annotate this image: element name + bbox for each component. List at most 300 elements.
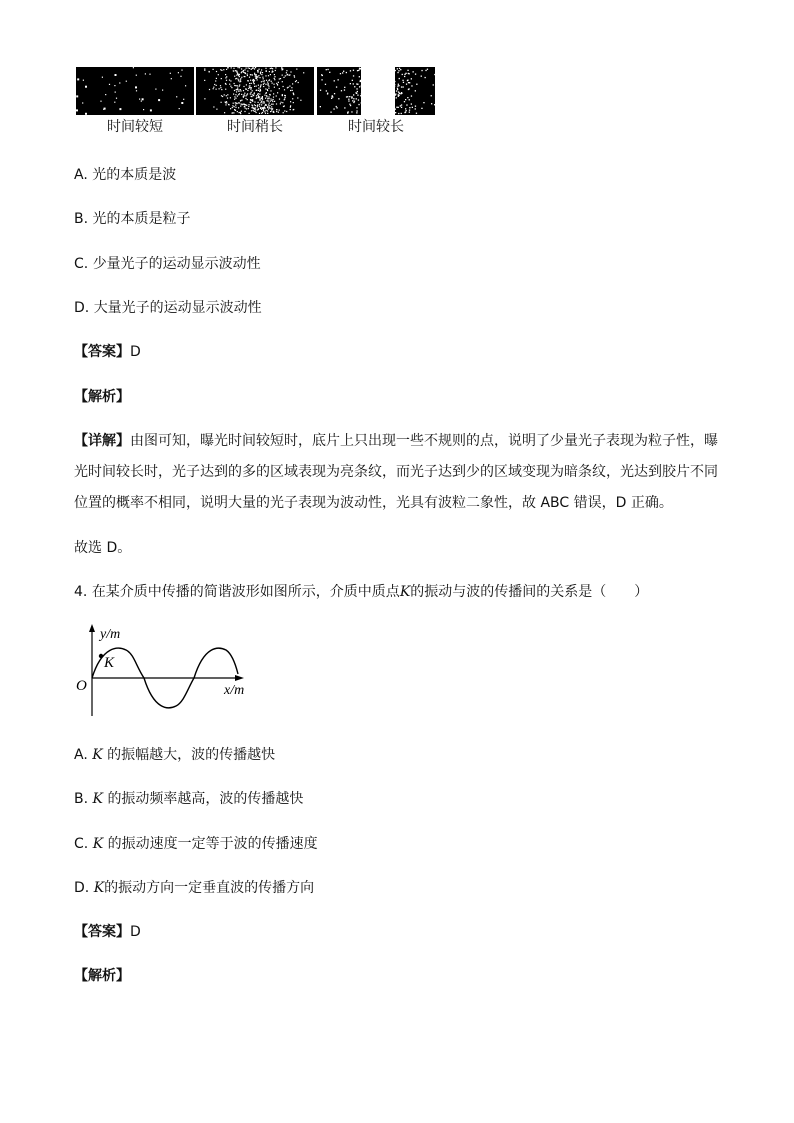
- film-grain-dot: [361, 86, 362, 87]
- film-grain-dot: [288, 87, 289, 88]
- film-grain-dot: [269, 103, 270, 104]
- film-grain-dot: [370, 75, 371, 76]
- film-grain-dot: [373, 68, 374, 69]
- film-grain-dot: [373, 109, 374, 110]
- film-grain-dot: [379, 83, 380, 84]
- film-grain-dot: [243, 96, 244, 97]
- film-grain-dot: [243, 90, 244, 91]
- film-grain-dot: [261, 84, 262, 85]
- film-grain-dot: [409, 112, 410, 113]
- film-grain-dot: [395, 109, 396, 110]
- film-grain-dot: [245, 98, 246, 99]
- film-grain-dot: [252, 68, 253, 69]
- film-grain-dot: [254, 83, 255, 84]
- film-grain-dot: [235, 110, 236, 111]
- film-grain-dot: [378, 87, 379, 88]
- film-grain-dot: [270, 111, 271, 112]
- film-grain-dot: [262, 96, 263, 97]
- film-grain-dot: [266, 80, 267, 81]
- option-letter: C.: [74, 256, 89, 272]
- film-grain-dot: [259, 113, 260, 114]
- film-grain-dot: [389, 98, 390, 99]
- film-grain-dot: [246, 89, 247, 90]
- film-grain-dot: [390, 108, 391, 109]
- q4-option-b: [74, 789, 303, 809]
- film-grain-dot: [407, 80, 408, 81]
- film-grain-dot: [266, 110, 267, 111]
- film-grain-dot: [376, 88, 377, 89]
- film-grain-dot: [382, 111, 383, 112]
- film-grain-dot: [269, 108, 270, 109]
- film-grain-dot: [431, 103, 432, 104]
- q4-stem-part-a: 在某介质中传播的简谐波形如图所示，介质中质点: [91, 584, 400, 600]
- film-grain-dot: [265, 105, 266, 106]
- film-grain-dot: [363, 106, 364, 107]
- film-grain-dot: [367, 108, 368, 109]
- film-grain-dot: [294, 75, 295, 76]
- film-grain-dot: [289, 86, 290, 87]
- film-grain-dot: [278, 112, 279, 113]
- film-grain-dot: [292, 98, 293, 99]
- film-grain-dot: [383, 108, 384, 109]
- film-grain-dot: [119, 82, 120, 83]
- film-grain-dot: [240, 113, 241, 114]
- film-grain-dot: [143, 109, 144, 110]
- film-grain-dot: [397, 72, 398, 73]
- film-grain-dot: [387, 70, 388, 71]
- film-grain-dot: [366, 79, 367, 80]
- film-grain-dot: [344, 89, 345, 90]
- film-grain-dot: [365, 109, 366, 110]
- film-grain-dot: [229, 80, 230, 81]
- film-grain-dot: [370, 83, 371, 84]
- film-grain-dot: [240, 112, 241, 113]
- film-grain-dot: [297, 97, 298, 98]
- film-grain-dot: [366, 84, 367, 85]
- film-grain-dot: [226, 102, 227, 103]
- film-grain-dot: [374, 83, 375, 84]
- option-k: K: [93, 880, 105, 896]
- film-grain-dot: [241, 77, 242, 78]
- film-grain-dot: [281, 102, 282, 103]
- film-grain-dot: [423, 102, 424, 103]
- film-grain-dot: [260, 89, 261, 90]
- film-grain-dot: [183, 99, 184, 100]
- film-grain-dot: [216, 78, 217, 79]
- film-grain-dot: [398, 107, 399, 108]
- film-grain-dot: [365, 111, 366, 112]
- film-grain-dot: [390, 95, 391, 96]
- film-grain-dot: [135, 86, 137, 88]
- film-grain-dot: [216, 85, 217, 86]
- film-grain-dot: [221, 70, 222, 71]
- film-grain-dot: [391, 74, 392, 75]
- film-grain-dot: [397, 68, 398, 69]
- film-grain-dot: [268, 98, 269, 99]
- film-grain-dot: [236, 78, 237, 79]
- film-grain-dot: [115, 74, 117, 76]
- film-grain-dot: [386, 81, 387, 82]
- film-grain-dot: [282, 102, 283, 103]
- film-grain-dot: [406, 110, 407, 111]
- film-grain-dot: [372, 96, 373, 97]
- q3-analysis-heading: [74, 387, 130, 407]
- film-grain-dot: [351, 97, 352, 98]
- film-grain-dot: [294, 77, 295, 78]
- film-grain-dot: [371, 98, 372, 99]
- film-grain-dot: [141, 101, 142, 102]
- film-grain-dot: [229, 104, 230, 105]
- film-grain-dot: [238, 91, 239, 92]
- film-grain-dot: [105, 94, 106, 95]
- film-grain-dot: [368, 94, 369, 95]
- film-grain-dot: [358, 104, 359, 105]
- film-grain-dot: [284, 105, 285, 106]
- q4-answer: [74, 922, 141, 942]
- film-grain-dot: [267, 83, 268, 84]
- film-grain-dot: [344, 87, 345, 88]
- film-grain-dot: [252, 80, 253, 81]
- film-grain-dot: [235, 94, 236, 95]
- film-grain-dot: [263, 101, 264, 102]
- film-grain-dot: [380, 72, 381, 73]
- film-grain-dot: [244, 94, 245, 95]
- film-grain-dot: [346, 72, 347, 73]
- film-grain-dot: [357, 91, 358, 92]
- film-grain-dot: [226, 80, 227, 81]
- film-grain-dot: [336, 106, 337, 107]
- film-grain-dot: [267, 107, 268, 108]
- film-grain-dot: [384, 74, 385, 75]
- film-grain-dot: [260, 85, 261, 86]
- film-grain-dot: [254, 102, 255, 103]
- q3-answer: [74, 342, 141, 362]
- film-grain-dot: [261, 81, 262, 82]
- film-grain-dot: [271, 68, 272, 69]
- film-grain-dot: [401, 107, 402, 108]
- q4-analysis-heading: [74, 966, 130, 986]
- film-grain-dot: [270, 74, 271, 75]
- film-grain-dot: [251, 92, 252, 93]
- film-grain-dot: [232, 113, 233, 114]
- film-grain-dot: [225, 77, 226, 78]
- film-grain-dot: [383, 78, 384, 79]
- film-grain-dot: [268, 109, 269, 110]
- film-grain-dot: [155, 89, 156, 90]
- option-text: 少量光子的运动显示波动性: [92, 256, 261, 272]
- film-grain-dot: [398, 96, 399, 97]
- film-grain-dot: [400, 69, 401, 70]
- film-grain-dot: [395, 94, 396, 95]
- film-grain-dot: [250, 80, 251, 81]
- film-grain-dot: [264, 83, 265, 84]
- film-grain-dot: [256, 112, 257, 113]
- film-grain-dot: [293, 94, 294, 95]
- film-grain-dot: [411, 95, 412, 96]
- film-grain-dot: [104, 108, 106, 110]
- film-grain-dot: [398, 91, 399, 92]
- film-grain-dot: [271, 104, 272, 105]
- film-grain-dot: [371, 85, 372, 86]
- q4-stem: [74, 582, 648, 602]
- film-grain-dot: [334, 80, 335, 81]
- film-grain-dot: [377, 88, 378, 89]
- film-grain-dot: [239, 112, 240, 113]
- option-letter: D.: [74, 880, 90, 896]
- film-caption-medium: 时间稍长: [227, 119, 283, 135]
- film-grain-dot: [405, 108, 406, 109]
- film-grain-dot: [259, 69, 260, 70]
- film-grain-dot: [236, 91, 237, 92]
- film-grain-dot: [274, 101, 275, 102]
- film-grain-dot: [243, 72, 244, 73]
- film-grain-dot: [361, 108, 362, 109]
- film-grain-dot: [271, 100, 272, 101]
- film-grain-dot: [255, 111, 256, 112]
- film-grain-dot: [351, 111, 352, 112]
- film-grain-dot: [271, 106, 272, 107]
- film-grain-dot: [284, 110, 285, 111]
- film-grain-dot: [230, 97, 231, 98]
- film-grain-dot: [401, 113, 402, 114]
- film-grain-dot: [433, 84, 434, 85]
- q3-detail-line2: 光时间较长时，光子达到的多的区域表现为亮条纹，而光子达到少的区域变现为暗条纹，光达到胶片不同: [74, 464, 718, 480]
- film-grain-dot: [283, 86, 284, 87]
- option-letter: B.: [74, 791, 89, 807]
- film-grain-dot: [282, 69, 283, 70]
- film-grain-dot: [386, 100, 387, 101]
- film-grain-dot: [353, 98, 354, 99]
- film-grain-dot: [289, 75, 290, 76]
- film-grain-dot: [240, 106, 241, 107]
- film-grain-dot: [394, 86, 395, 87]
- film-grain-dot: [238, 80, 239, 81]
- film-grain-dot: [116, 98, 117, 99]
- film-grain-dot: [136, 90, 137, 91]
- film-grain-dot: [404, 112, 405, 113]
- film-grain-dot: [244, 69, 245, 70]
- film-grain-dot: [252, 107, 253, 108]
- film-grain-dot: [221, 95, 222, 96]
- film-grain-dot: [246, 94, 247, 95]
- film-grain-dot: [271, 110, 272, 111]
- film-grain-dot: [244, 93, 245, 94]
- film-grain-dot: [234, 76, 235, 77]
- film-grain-dot: [243, 86, 244, 87]
- film-grain-dot: [213, 106, 214, 107]
- wave-figure: [70, 622, 260, 722]
- film-grain-dot: [241, 94, 242, 95]
- film-grain-dot: [357, 95, 358, 96]
- film-grain-dot: [237, 111, 238, 112]
- film-grain-dot: [257, 106, 258, 107]
- film-grain-dot: [258, 96, 259, 97]
- film-grain-dot: [254, 92, 255, 93]
- film-grain-dot: [179, 108, 180, 109]
- film-grain-dot: [238, 67, 239, 68]
- film-grain-dot: [385, 108, 386, 109]
- film-grain-dot: [248, 88, 249, 89]
- film-grain-dot: [404, 101, 405, 102]
- film-grain-dot: [374, 98, 375, 99]
- film-grain-dot: [268, 88, 269, 89]
- film-grain-dot: [373, 103, 374, 104]
- y-axis-arrow: [89, 624, 95, 632]
- film-grain-dot: [270, 90, 271, 91]
- film-grain-dot: [363, 90, 364, 91]
- film-grain-dot: [213, 88, 214, 89]
- film-grain-dot: [374, 104, 375, 105]
- film-grain-dot: [390, 75, 391, 76]
- film-grain-dot: [226, 76, 227, 77]
- film-grain-dot: [285, 97, 286, 98]
- film-grain-dot: [237, 89, 238, 90]
- film-grain-dot: [365, 95, 366, 96]
- detail-tag: 【详解】: [74, 433, 130, 449]
- film-dots-short: [76, 67, 194, 115]
- film-grain-dot: [343, 71, 344, 72]
- film-grain-dot: [375, 70, 376, 71]
- film-grain-dot: [411, 78, 412, 79]
- film-grain-dot: [262, 72, 263, 73]
- detail-text-1: 由图可知，曝光时间较短时，底片上只出现一些不规则的点，说明了少量光子表现为粒子性，曝: [130, 433, 718, 449]
- film-grain-dot: [385, 73, 386, 74]
- film-grain-dot: [292, 90, 293, 91]
- film-grain-dot: [248, 108, 249, 109]
- film-grain-dot: [250, 89, 251, 90]
- film-grain-dot: [249, 113, 250, 114]
- film-grain-dot: [216, 109, 217, 110]
- film-grain-dot: [381, 78, 382, 79]
- option-text: 的振动频率越高，波的传播越快: [107, 791, 304, 807]
- film-grain-dot: [263, 81, 264, 82]
- film-grain-dot: [354, 101, 355, 102]
- film-grain-dot: [275, 70, 276, 71]
- film-grain-dot: [363, 102, 364, 103]
- film-grain-dot: [367, 102, 368, 103]
- film-grain-dot: [229, 84, 230, 85]
- film-grain-dot: [393, 79, 394, 80]
- film-grain-dot: [347, 112, 348, 113]
- film-grain-dot: [364, 70, 365, 71]
- q3-option-d: [74, 298, 262, 318]
- film-grain-dot: [377, 72, 378, 73]
- film-grain-dot: [298, 82, 299, 83]
- film-grain-dot: [358, 99, 359, 100]
- film-grain-dot: [266, 105, 267, 106]
- film-grain-dot: [234, 106, 235, 107]
- film-grain-dot: [267, 89, 268, 90]
- film-grain-dot: [356, 83, 357, 84]
- film-grain-dot: [221, 78, 222, 79]
- film-grain-dot: [286, 72, 287, 73]
- film-grain-dot: [272, 83, 273, 84]
- film-grain-dot: [379, 80, 380, 81]
- film-grain-dot: [255, 107, 256, 108]
- film-grain-dot: [356, 107, 357, 108]
- q4-option-a: [74, 745, 275, 765]
- film-grain-dot: [377, 91, 378, 92]
- film-grain-dot: [261, 69, 262, 70]
- film-grain-dot: [259, 94, 260, 95]
- film-grain-dot: [362, 113, 363, 114]
- film-grain-dot: [293, 102, 294, 103]
- film-grain-dot: [368, 107, 369, 108]
- film-grain-dot: [114, 85, 115, 86]
- film-grain-dot: [273, 93, 274, 94]
- film-grain-dot: [253, 81, 254, 82]
- film-grain-dot: [255, 105, 256, 106]
- film-grain-dot: [266, 71, 267, 72]
- film-grain-dot: [382, 68, 383, 69]
- film-grain-dot: [213, 87, 214, 88]
- film-grain-dot: [276, 111, 277, 112]
- film-grain-dot: [77, 78, 79, 80]
- film-grain-dot: [355, 92, 356, 93]
- film-grain-dot: [367, 98, 368, 99]
- film-grain-dot: [407, 97, 408, 98]
- film-grain-dot: [398, 84, 399, 85]
- film-grain-dot: [364, 86, 365, 87]
- film-grain-dot: [252, 90, 253, 91]
- x-axis-label: x/m: [224, 683, 245, 698]
- film-grain-dot: [254, 86, 255, 87]
- film-grain-dot: [85, 113, 87, 115]
- film-grain-dot: [248, 104, 249, 105]
- film-grain-dot: [412, 107, 413, 108]
- film-grain-dot: [224, 94, 225, 95]
- film-grain-dot: [326, 90, 327, 91]
- film-grain-dot: [336, 107, 337, 108]
- film-grain-dot: [209, 89, 210, 90]
- film-grain-dot: [254, 111, 255, 112]
- film-grain-dot: [329, 72, 330, 73]
- film-grain-dot: [263, 110, 264, 111]
- film-grain-dot: [257, 79, 258, 80]
- film-grain-dot: [230, 108, 231, 109]
- film-grain-dot: [240, 78, 241, 79]
- film-grain-dot: [383, 94, 384, 95]
- film-grain-dot: [232, 105, 233, 106]
- film-grain-dot: [279, 78, 280, 79]
- film-grain-dot: [284, 89, 285, 90]
- film-grain-dot: [400, 105, 401, 106]
- film-grain-dot: [265, 108, 266, 109]
- film-grain-dot: [216, 71, 217, 72]
- film-grain-dot: [269, 94, 270, 95]
- film-grain-dot: [375, 100, 376, 101]
- film-grain-dot: [277, 84, 278, 85]
- film-grain-dot: [261, 104, 262, 105]
- q3-detail-line1: [74, 431, 718, 451]
- film-grain-dot: [290, 71, 291, 72]
- film-grain-dot: [284, 99, 285, 100]
- film-grain-dot: [396, 97, 397, 98]
- film-grain-dot: [421, 76, 422, 77]
- film-grain-dot: [353, 94, 354, 95]
- option-text: 的振动方向一定垂直波的传播方向: [104, 880, 315, 896]
- q3-option-a: [74, 165, 176, 185]
- film-grain-dot: [290, 105, 291, 106]
- film-grain-dot: [240, 90, 241, 91]
- film-grain-dot: [185, 85, 186, 86]
- film-grain-dot: [363, 76, 364, 77]
- film-grain-dot: [366, 88, 367, 89]
- film-grain-dot: [348, 100, 349, 101]
- film-grain-dot: [393, 81, 394, 82]
- film-grain-dot: [235, 107, 236, 108]
- film-grain-dot: [353, 70, 354, 71]
